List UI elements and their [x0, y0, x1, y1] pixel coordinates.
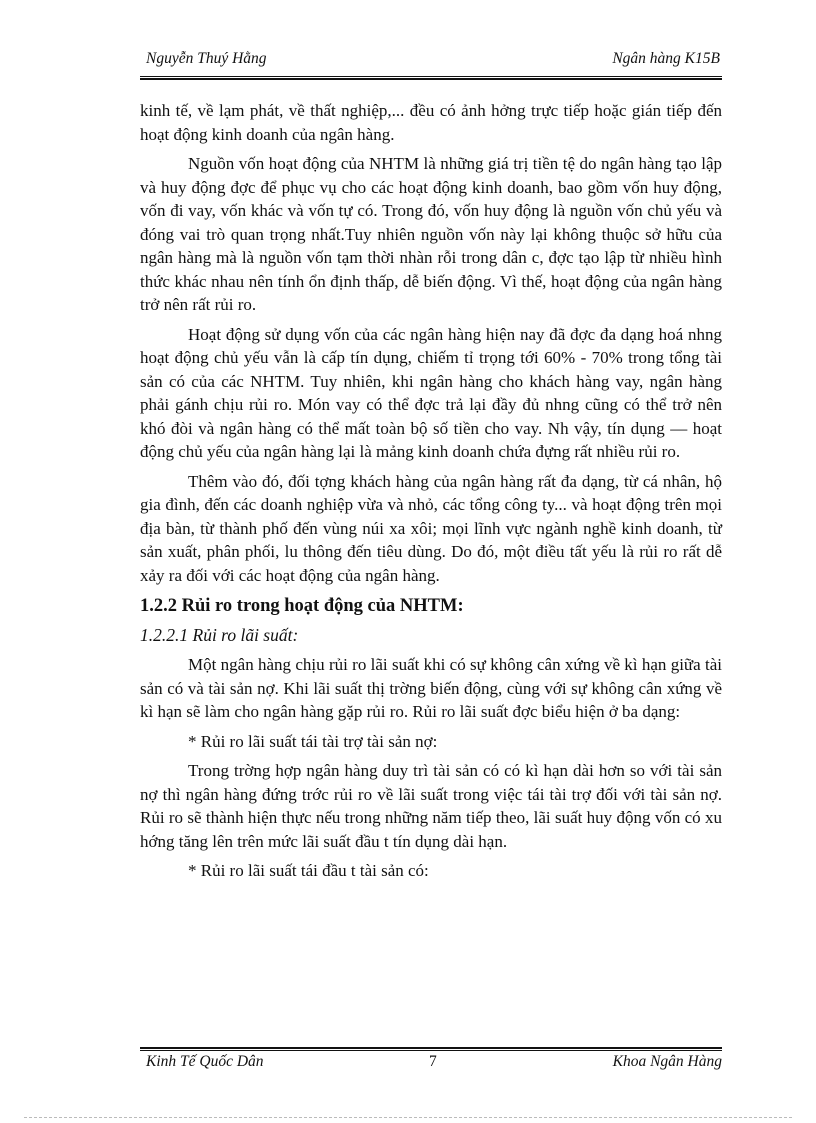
- header-class: Ngân hàng K15B: [612, 50, 720, 67]
- bullet-refinancing-risk: * Rủi ro lãi suất tái tài trợ tài sản nợ:: [188, 731, 438, 751]
- bullet-reinvestment-risk: * Rủi ro lãi suất tái đầu t tài sản có:: [188, 861, 429, 880]
- paragraph-continuation: kinh tế, về lạm phát, về thất nghiệp,... đều có ảnh hởng trực tiếp hoặc gián tiếp đến hoạt động kinh doanh của ngân hàng.: [140, 101, 722, 144]
- page-body: [140, 99, 722, 889]
- footer-rule: [140, 1047, 722, 1051]
- header-author: Nguyễn Thuý Hằng: [146, 50, 267, 67]
- paragraph-customers: Thêm vào đó, đối tợng khách hàng của ngân hàng rất đa dạng, từ cá nhân, hộ gia đình, đến các doanh nghiệp vừa và nhỏ, các tổng công ty... và hoạt động trên mọi địa bàn, từ thành phố đến vùng núi xa xôi; mọi lĩnh vực ngành nghề kinh doanh, từ sản xuất, phân phối, lu thông đến tiêu dùng. Do đó, một điều tất yếu là rủi ro rất dễ xảy ra đối với các hoạt động của ngân hàng.: [140, 471, 722, 585]
- page-footer: [140, 1053, 722, 1077]
- footer-school: Kinh Tế Quốc Dân: [146, 1053, 264, 1070]
- paragraph-refinancing: Trong trờng hợp ngân hàng duy trì tài sản có có kì hạn dài hơn so với tài sản nợ thì ngân hàng đứng trớc rủi ro về lãi suất trong việc tái tài trợ đối với tài sản nợ. Rủi ro sẽ thành hiện thực nếu trong những năm tiếp theo, lãi suất huy động vốn có xu hớng tăng lên trên mức lãi suất đầu t tín dụng dài hạn.: [140, 761, 722, 851]
- page-header: [140, 50, 720, 76]
- paragraph-capital-usage: Hoạt động sử dụng vốn của các ngân hàng hiện nay đã đợc đa dạng hoá nhng hoạt động chủ yếu vẫn là cấp tín dụng, chiếm tỉ trọng tới 60% - 70% trong tổng tài sản có của các NHTM. Tuy nhiên, khi ngân hàng cho khách hàng vay, ngân hàng phải gánh chịu rủi ro. Món vay có thể đợc trả lại đầy đủ nhng cũng có thể trở nên khó đòi và ngân hàng có thể mất toàn bộ số tiền cho vay. Nh vậy, tín dụng — hoạt động chủ yếu của ngân hàng lại là mảng kinh doanh chứa đựng rất nhiều rủi ro.: [140, 324, 722, 461]
- section-heading: 1.2.2 Rủi ro trong hoạt động của NHTM:: [140, 596, 464, 616]
- page-bottom-dashed-line: [24, 1117, 792, 1118]
- paragraph-interest-risk: Một ngân hàng chịu rủi ro lãi suất khi có sự không cân xứng về kì hạn giữa tài sản có và tài sản nợ. Khi lãi suất thị trờng biến động, cùng với sự không cân xứng về kì hạn sẽ làm cho ngân hàng gặp rủi ro. Rủi ro lãi suất đợc biểu hiện ở ba dạng:: [140, 655, 722, 721]
- page-number: 7: [429, 1053, 437, 1070]
- header-rule: [140, 76, 722, 80]
- footer-faculty: Khoa Ngân Hàng: [612, 1053, 722, 1070]
- paragraph-capital-sources: Nguồn vốn hoạt động của NHTM là những giá trị tiền tệ do ngân hàng tạo lập và huy động đợc để phục vụ cho các hoạt động kinh doanh, bao gồm vốn huy động, vốn đi vay, vốn khác và vốn tự có. Trong đó, vốn huy động là nguồn vốn chủ yếu và đóng vai trò quan trọng nhất.Tuy nhiên nguồn vốn này lại không thuộc sở hữu của ngân hàng mà là nguồn vốn tạm thời nhàn rỗi trong dân c, đợc tạo lập từ nhiều hình thức khác nhau nên tính ổn định thấp, dễ biến động. Vì thế, hoạt động của ngân hàng trở nên rất rủi ro.: [140, 154, 722, 314]
- subsection-heading: 1.2.2.1 Rủi ro lãi suất:: [140, 625, 299, 645]
